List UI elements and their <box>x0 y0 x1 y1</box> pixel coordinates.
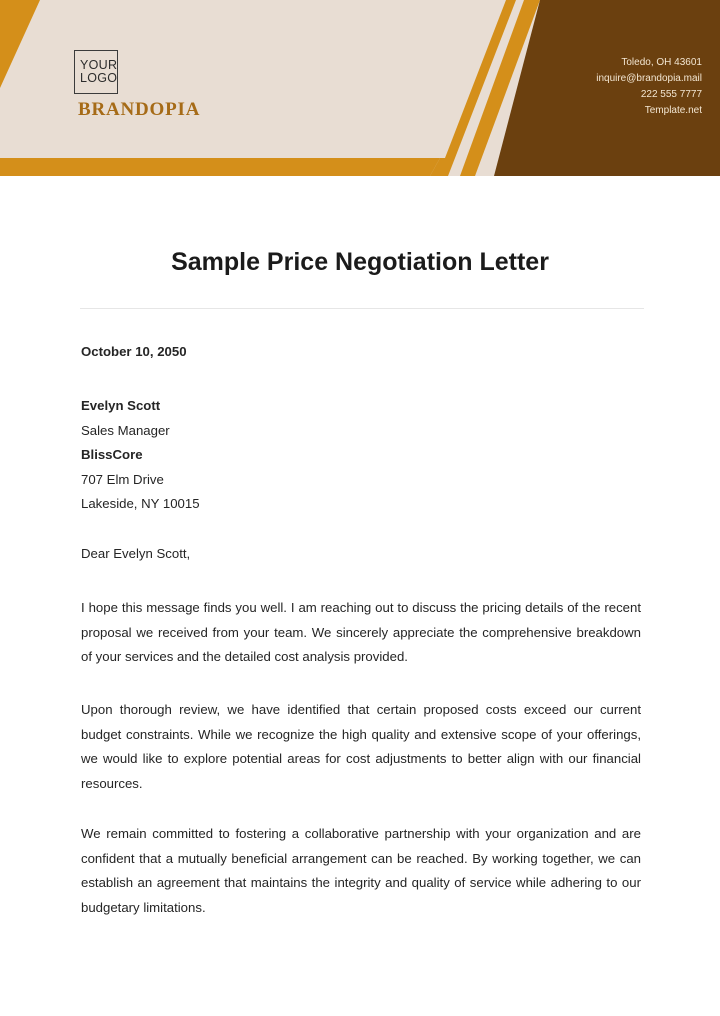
letter-title: Sample Price Negotiation Letter <box>171 248 549 276</box>
contact-email: inquire@brandopia.mail <box>596 73 702 84</box>
paragraph-1: I hope this message finds you well. I am reaching out to discuss the pricing details of the recent proposal we received from your team. We sincerely appreciate the comprehensive breakdown of your services and the detailed cost analysis provided. <box>81 600 641 664</box>
recipient-position: Sales Manager <box>81 422 170 438</box>
title-divider <box>80 308 644 309</box>
recipient-city: Lakeside, NY 10015 <box>81 496 200 511</box>
recipient-company: BlissCore <box>81 447 143 462</box>
contact-website: Template.net <box>644 105 702 116</box>
recipient-name: Evelyn Scott <box>81 398 161 413</box>
brand-name: BRANDOPIA <box>78 99 201 120</box>
contact-info <box>502 55 702 119</box>
paragraph-2: Upon thorough review, we have identified that certain proposed costs exceed our current budget constraints. While we recognize the high quality and extensive scope of your offerings, we would like to explore potential areas for cost adjustments to better align with our financial resources. <box>81 702 641 791</box>
contact-phone: 222 555 7777 <box>640 89 702 100</box>
recipient-block <box>81 394 641 517</box>
paragraph-3: We remain committed to fostering a collaborative partnership with your organization and are confident that a mutually beneficial arrangement can be reached. By working together, we can establish an agreement that maintains the integrity and quality of service while adhering to our budgetary limitations. <box>81 826 641 915</box>
logo-text-line2: LOGO <box>80 71 118 85</box>
recipient-street: 707 Elm Drive <box>81 471 164 487</box>
letterhead-header <box>0 0 720 176</box>
letter-date: October 10, 2050 <box>81 344 187 359</box>
logo-text-line1: YOUR <box>80 58 118 72</box>
contact-address: Toledo, OH 43601 <box>621 57 702 68</box>
logo-placeholder <box>74 50 118 94</box>
salutation: Dear Evelyn Scott, <box>81 546 191 561</box>
